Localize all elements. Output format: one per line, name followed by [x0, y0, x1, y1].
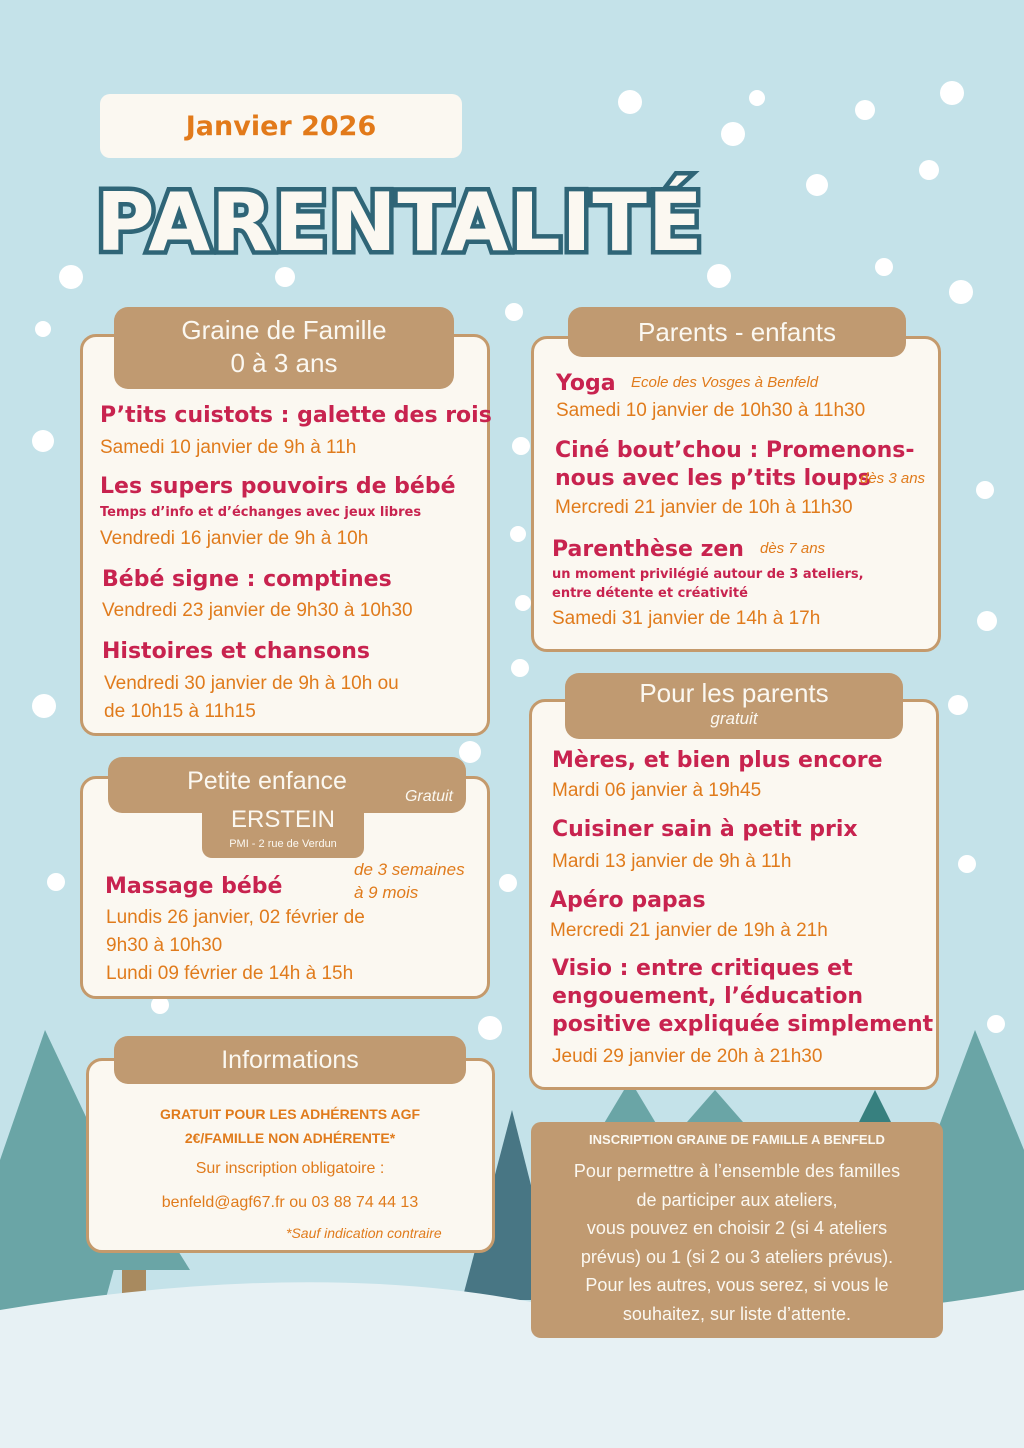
- event-date: Samedi 10 janvier de 10h30 à 11h30: [556, 400, 866, 421]
- petite-enfance-tab-note: Gratuit: [404, 788, 453, 805]
- event-title: P’tits cuistots : galette des rois: [100, 403, 492, 428]
- event-title: Cuisiner sain à petit prix: [552, 817, 858, 842]
- informations-tab-title: Informations: [221, 1046, 359, 1074]
- event-title: nous avec les p’tits loups: [555, 466, 871, 491]
- inscription-line: de participer aux ateliers,: [636, 1189, 838, 1210]
- event-date: Vendredi 23 janvier de 9h30 à 10h30: [102, 600, 413, 621]
- event-title: Les supers pouvoirs de bébé: [100, 474, 456, 499]
- event-date: Lundis 26 janvier, 02 février de: [106, 907, 365, 928]
- inscription-box: [531, 1122, 943, 1338]
- month-label: Janvier 2026: [185, 110, 377, 142]
- month-badge: [100, 94, 462, 158]
- age-note: dès 3 ans: [860, 470, 926, 487]
- erstein-address: PMI - 2 rue de Verdun: [229, 838, 337, 850]
- event-subtitle: un moment privilégié autour de 3 ateliers,: [552, 567, 864, 582]
- inscription-line: Pour permettre à l’ensemble des familles: [573, 1161, 901, 1181]
- age-note: à 9 mois: [354, 883, 419, 902]
- event-date: Vendredi 30 janvier de 9h à 10h ou: [104, 673, 399, 694]
- pour-parents-tab: [565, 673, 903, 739]
- event-date: Vendredi 16 janvier de 9h à 10h: [100, 528, 369, 549]
- event-title: Mères, et bien plus encore: [552, 748, 883, 773]
- inscription-body: [531, 1157, 943, 1328]
- age-note: de 3 semaines: [354, 860, 465, 879]
- event-title: Massage bébé: [105, 874, 283, 899]
- event-location: Ecole des Vosges à Benfeld: [631, 374, 819, 391]
- erstein-tab: [202, 800, 364, 858]
- erstein-city: ERSTEIN: [230, 806, 335, 833]
- event-title: Yoga: [556, 371, 616, 396]
- event-subtitle: Temps d’info et d’échanges avec jeux libres: [100, 505, 422, 520]
- inscription-line: Pour les autres, vous serez, si vous le: [585, 1275, 889, 1295]
- page-title: PARENTALITÉ: [96, 176, 704, 269]
- pour-parents-tab-note: gratuit: [710, 709, 758, 728]
- event-title: Bébé signe : comptines: [102, 567, 392, 592]
- event-title: engouement, l’éducation: [552, 984, 864, 1009]
- inscription-title: INSCRIPTION GRAINE DE FAMILLE A BENFELD: [589, 1132, 885, 1147]
- petite-enfance-tab-title: Petite enfance: [187, 767, 347, 795]
- event-title: Parenthèse zen: [552, 537, 744, 562]
- event-date: Mardi 06 janvier à 19h45: [552, 780, 762, 801]
- event-title: Visio : entre critiques et: [552, 956, 853, 981]
- event-date: Jeudi 29 janvier de 20h à 21h30: [552, 1046, 823, 1067]
- informations-tab: [114, 1036, 466, 1084]
- event-date: Lundi 09 février de 14h à 15h: [106, 963, 354, 984]
- graine-tab-age: 0 à 3 ans: [230, 348, 338, 378]
- event-title: Apéro papas: [550, 888, 706, 913]
- graine-tab-title: Graine de Famille: [181, 315, 387, 345]
- footnote: *Sauf indication contraire: [286, 1225, 442, 1241]
- inscription-line: souhaitez, sur liste d’attente.: [622, 1303, 852, 1324]
- event-date: 9h30 à 10h30: [106, 935, 223, 956]
- contact-line[interactable]: benfeld@agf67.fr ou 03 88 74 44 13: [161, 1194, 419, 1211]
- inscription-line: vous pouvez en choisir 2 (si 4 ateliers: [586, 1218, 888, 1238]
- event-date: Mercredi 21 janvier de 10h à 11h30: [555, 497, 853, 518]
- pour-parents-tab-title: Pour les parents: [639, 678, 829, 708]
- info-line: Sur inscription obligatoire :: [195, 1160, 385, 1177]
- event-date: Mardi 13 janvier de 9h à 11h: [552, 851, 792, 872]
- event-date: Samedi 10 janvier de 9h à 11h: [100, 437, 357, 458]
- informations-card: [86, 1058, 495, 1253]
- event-title: Histoires et chansons: [102, 639, 371, 664]
- event-title: Ciné bout’chou : Promenons-: [555, 438, 915, 463]
- inscription-line: prévus) ou 1 (si 2 ou 3 ateliers prévus).: [580, 1246, 894, 1267]
- event-date: de 10h15 à 11h15: [104, 701, 256, 722]
- age-note: dès 7 ans: [760, 540, 826, 557]
- event-date: Samedi 31 janvier de 14h à 17h: [552, 608, 821, 629]
- event-title: positive expliquée simplement: [552, 1012, 934, 1037]
- graine-tab: [114, 307, 454, 389]
- parents-enfants-tab-title: Parents - enfants: [638, 317, 836, 347]
- parents-enfants-tab: [568, 307, 906, 357]
- info-line: 2€/FAMILLE NON ADHÉRENTE*: [184, 1130, 396, 1146]
- event-subtitle: entre détente et créativité: [552, 586, 748, 601]
- info-line: GRATUIT POUR LES ADHÉRENTS AGF: [159, 1106, 421, 1122]
- event-date: Mercredi 21 janvier de 19h à 21h: [550, 920, 828, 941]
